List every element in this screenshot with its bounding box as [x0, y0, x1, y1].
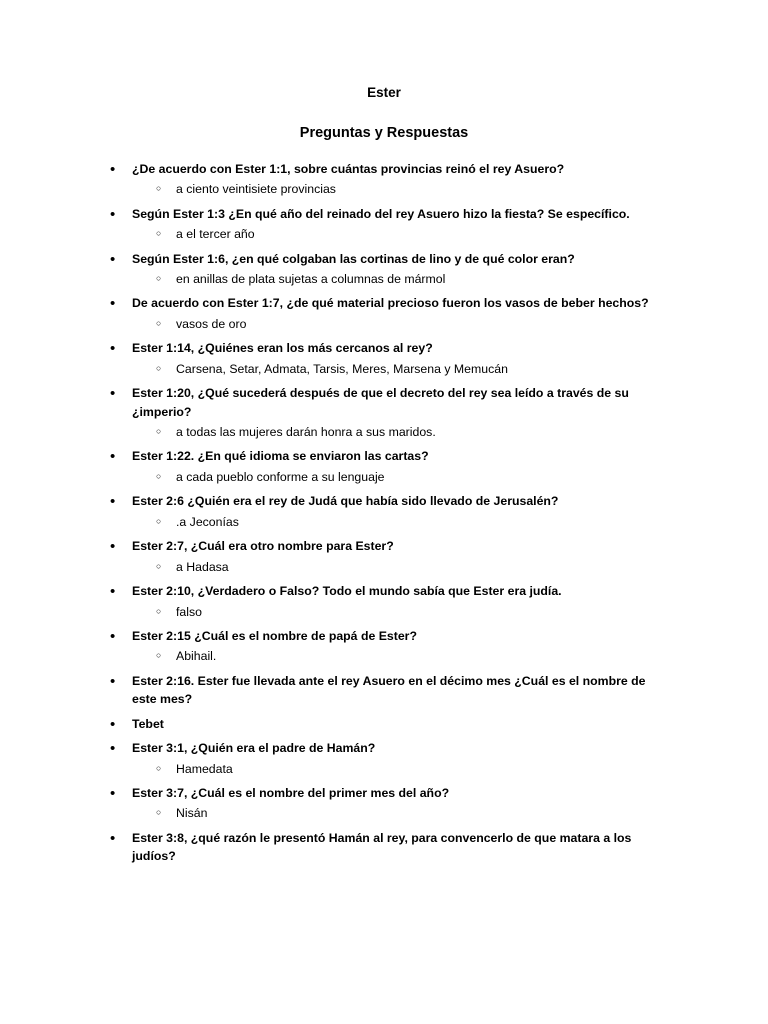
list-item [132, 760, 672, 778]
list-item [132, 513, 672, 531]
list-item [132, 360, 672, 378]
list-item [96, 829, 672, 866]
question-text: • De acuerdo con Ester 1:7, ¿de qué material precioso fueron los vasos de beber hechos? [132, 296, 649, 311]
question-text: • Tebet [132, 716, 164, 731]
list-item [96, 739, 672, 778]
list-item [132, 603, 672, 621]
answer-text: ○ en anillas de plata sujetas a columnas de mármol [176, 271, 446, 286]
question-text: • Ester 1:20, ¿Qué sucederá después de que el decreto del rey sea leído a través de su ¿imperio? [132, 386, 629, 419]
list-item [96, 672, 672, 709]
question-text: • Ester 1:22. ¿En qué idioma se enviaron las cartas? [132, 449, 429, 464]
question-text: • Ester 2:10, ¿Verdadero o Falso? Todo el mundo sabía que Ester era judía. [132, 584, 562, 599]
page-subtitle: Preguntas y Respuestas [299, 125, 469, 142]
list-item [96, 784, 672, 823]
answer-list [132, 513, 672, 531]
answer-text: ○ .a Jeconías [176, 514, 239, 529]
answer-list [132, 180, 672, 198]
list-item [96, 205, 672, 244]
list-item [132, 423, 672, 441]
answer-list [132, 225, 672, 243]
answer-text: ○ Abihail. [176, 649, 217, 664]
answer-list [132, 647, 672, 665]
list-item [132, 225, 672, 243]
list-item [96, 447, 672, 486]
list-item [96, 715, 672, 733]
answer-list [132, 558, 672, 576]
list-item [96, 160, 672, 199]
answer-text: ○ Nisán [176, 806, 208, 821]
answer-list [132, 270, 672, 288]
answer-text: ○ a ciento veintisiete provincias [176, 182, 336, 197]
answer-text: ○ falso [176, 604, 202, 619]
qa-list [96, 160, 672, 866]
answer-text: ○ vasos de oro [176, 316, 247, 331]
answer-text: ○ a cada pueblo conforme a su lenguaje [176, 469, 385, 484]
question-text: • Ester 3:1, ¿Quién era el padre de Hamán? [132, 741, 376, 756]
question-text: • Ester 3:8, ¿qué razón le presentó Hamán al rey, para convencerlo de que matara a los judíos? [132, 830, 632, 864]
question-text: • Ester 2:15 ¿Cuál es el nombre de papá de Ester? [132, 628, 417, 643]
question-text: • Ester 1:14, ¿Quiénes eran los más cercanos al rey? [132, 341, 433, 356]
answer-text: ○ a el tercer año [176, 227, 255, 242]
list-item [96, 294, 672, 333]
question-text: • Ester 2:6 ¿Quién era el rey de Judá que había sido llevado de Jerusalén? [132, 494, 559, 509]
question-text: • Según Ester 1:3 ¿En qué año del reinado del rey Asuero hizo la fiesta? Se específico. [132, 206, 630, 221]
list-item [132, 468, 672, 486]
list-item [96, 537, 672, 576]
answer-list [132, 315, 672, 333]
list-item [132, 804, 672, 822]
answer-text: ○ a todas las mujeres darán honra a sus maridos. [176, 425, 436, 440]
answer-text: ○ a Hadasa [176, 559, 229, 574]
answer-list [132, 360, 672, 378]
question-text: • Ester 3:7, ¿Cuál es el nombre del primer mes del año? [132, 786, 450, 801]
list-item [132, 558, 672, 576]
list-item [132, 647, 672, 665]
list-item [96, 250, 672, 289]
list-item [132, 180, 672, 198]
question-text: • Ester 2:7, ¿Cuál era otro nombre para Ester? [132, 539, 394, 554]
answer-text: ○ Carsena, Setar, Admata, Tarsis, Meres, Marsena y Memucán [176, 361, 508, 376]
question-text: • Ester 2:16. Ester fue llevada ante el rey Asuero en el décimo mes ¿Cuál es el nombre de este mes? [132, 673, 646, 707]
list-item [132, 270, 672, 288]
answer-list [132, 804, 672, 822]
answer-list [132, 603, 672, 621]
answer-list [132, 468, 672, 486]
list-item [96, 339, 672, 378]
answer-list [132, 423, 672, 441]
list-item [96, 492, 672, 531]
list-item [96, 582, 672, 621]
question-text: • Según Ester 1:6, ¿en qué colgaban las cortinas de lino y de qué color eran? [132, 251, 575, 266]
list-item [96, 627, 672, 666]
answer-list [132, 760, 672, 778]
page-title: Ester [367, 85, 401, 100]
list-item [96, 384, 672, 441]
question-text: • ¿De acuerdo con Ester 1:1, sobre cuántas provincias reinó el rey Asuero? [132, 161, 565, 176]
list-item [132, 315, 672, 333]
answer-text: ○ Hamedata [176, 761, 233, 776]
